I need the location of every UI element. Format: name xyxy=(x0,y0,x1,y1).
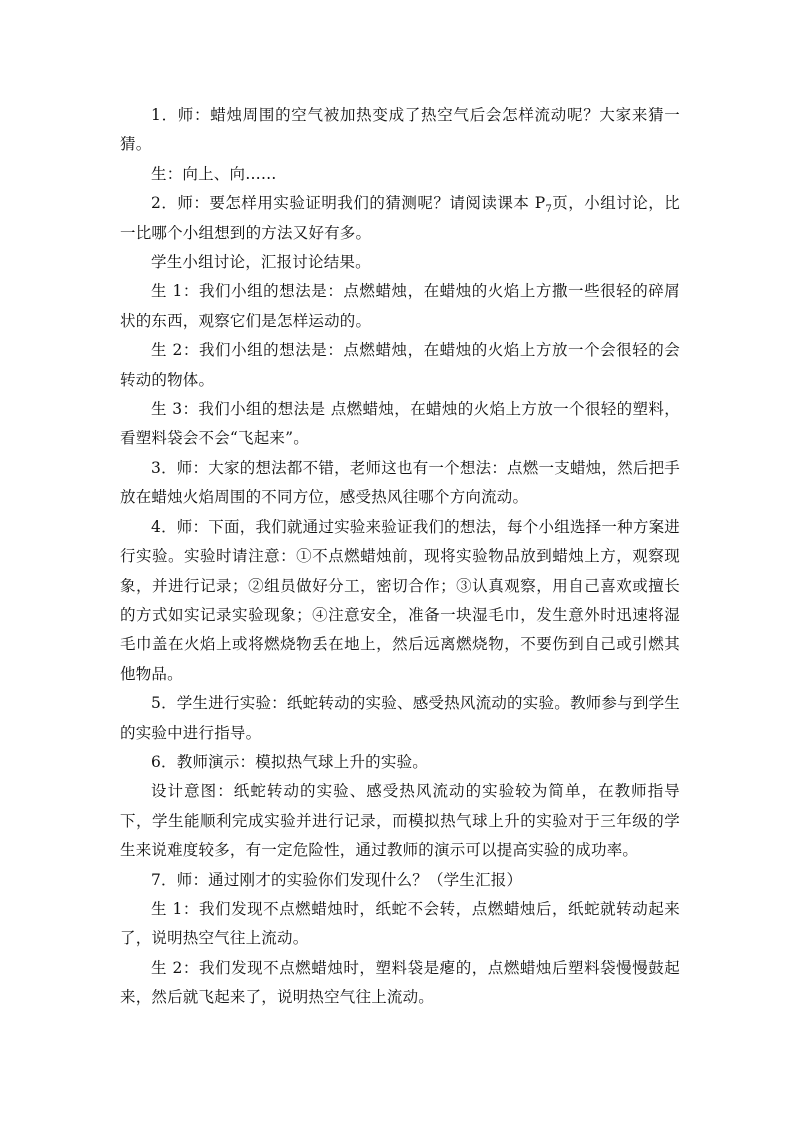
paragraph-14: 生 1：我们发现不点燃蜡烛时，纸蛇不会转，点燃蜡烛后，纸蛇就转动起来了，说明热空气往上流动。 xyxy=(120,899,680,948)
page-number-subscript: 7 xyxy=(545,204,552,216)
paragraph-11: 6．教师演示：模拟热气球上升的实验。 xyxy=(151,752,428,771)
paragraph-3 xyxy=(120,189,680,248)
paragraph-9: 4．师：下面，我们就通过实验来验证我们的想法，每个小组选择一种方案进行实验。实验时请注意：①不点燃蜡烛前，现将实验物品放到蜡烛上方，观察现象，并进行记录；②组员做好分工，密切合作；③认真观察，用自己喜欢或擅长的方式如实记录实验现象；④注意安全，准备一块湿毛巾，发生意外时迅速将湿毛巾盖在火焰上或将燃烧物丢在地上，然后远离燃烧物，不要伤到自己或引燃其他物品。 xyxy=(120,517,680,683)
paragraph-2: 生：向上、向…… xyxy=(151,164,277,183)
paragraph-7: 生 3：我们小组的想法是 点燃蜡烛，在蜡烛的火焰上方放一个很轻的塑料，看塑料袋会不会“飞起来”。 xyxy=(120,400,680,448)
paragraph-3-before: 2．师：要怎样用实验证明我们的猜测呢？请阅读课本 P xyxy=(151,194,546,213)
paragraph-5: 生 1：我们小组的想法是：点燃蜡烛，在蜡烛的火焰上方撒一些很轻的碎屑状的东西，观察它们是怎样运动的。 xyxy=(120,282,680,330)
paragraph-12: 设计意图：纸蛇转动的实验、感受热风流动的实验较为简单，在教师指导下，学生能顺利完成实验并进行记录，而模拟热气球上升的实验对于三年级的学生来说难度较多，有一定危险性，通过教师的演示可以提高实验的成功率。 xyxy=(120,782,680,860)
paragraph-8: 3．师：大家的想法都不错，老师这也有一个想法：点燃一支蜡烛，然后把手放在蜡烛火焰周围的不同方位，感受热风往哪个方向流动。 xyxy=(120,458,680,507)
paragraph-15: 生 2：我们发现不点燃蜡烛时，塑料袋是瘪的，点燃蜡烛后塑料袋慢慢鼓起来，然后就飞起来了，说明热空气往上流动。 xyxy=(120,958,680,1007)
paragraph-3-after: 页，小组讨论，比一比哪个小组想到的方法又好有多。 xyxy=(120,194,681,242)
paragraph-1: 1．师：蜡烛周围的空气被加热变成了热空气后会怎样流动呢？大家来猜一猜。 xyxy=(120,106,680,154)
paragraph-13: 7．师：通过刚才的实验你们发现什么？（学生汇报） xyxy=(151,870,523,889)
document-page xyxy=(120,101,680,1013)
paragraph-6: 生 2：我们小组的想法是：点燃蜡烛，在蜡烛的火焰上方放一个会很轻的会转动的物体。 xyxy=(120,341,680,389)
paragraph-10: 5．学生进行实验：纸蛇转动的实验、感受热风流动的实验。教师参与到学生的实验中进行指导。 xyxy=(120,694,680,742)
paragraph-4: 学生小组讨论，汇报讨论结果。 xyxy=(151,253,371,272)
